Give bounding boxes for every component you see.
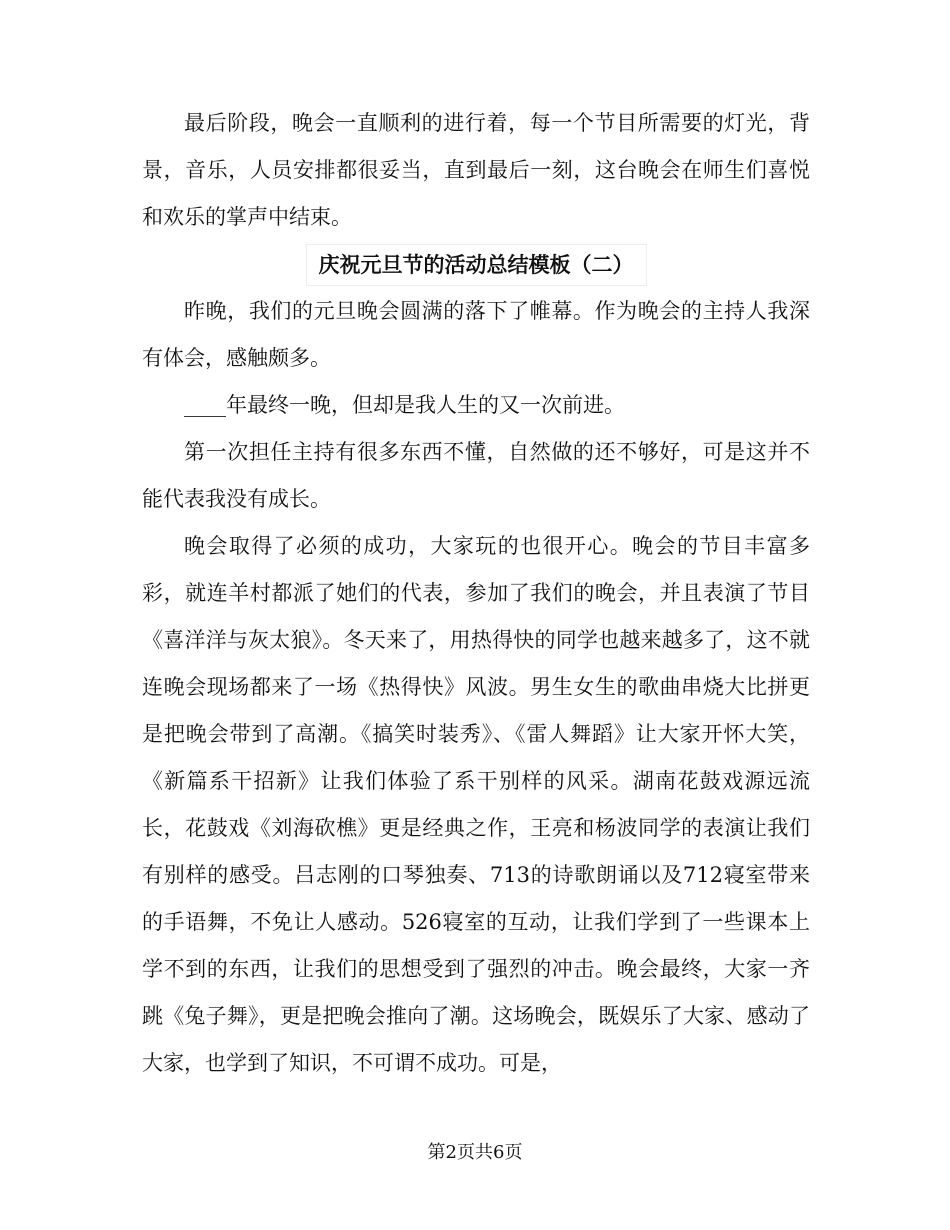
paragraph: 昨晚，我们的元旦晚会圆满的落下了帷幕。作为晚会的主持人我深有体会，感触颇多。 <box>142 299 810 370</box>
paragraph-closing: 最后阶段，晚会一直顺利的进行着，每一个节目所需要的灯光，背景，音乐，人员安排都很妥当，直到最后一刻，这台晚会在师生们喜悦和欢乐的掌声中结束。 <box>142 111 810 229</box>
section-title-text: 庆祝元旦节的活动总结模板（二） <box>306 244 647 286</box>
section-title <box>142 241 810 288</box>
paragraph: 晚会取得了必须的成功，大家玩的也很开心。晚会的节目丰富多彩，就连羊村都派了她们的代表，参加了我们的晚会，并且表演了节目《喜洋洋与灰太狼》。冬天来了，用热得快的同学也越来越多了，这不就连晚会现场都来了一场《热得快》风波。男生女生的歌曲串烧大比拼更是把晚会带到了高潮。《搞笑时装秀》、《雷人舞蹈》让大家开怀大笑，《新篇系干招新》让我们体验了系干别样的风采。湖南花鼓戏源远流长，花鼓戏《刘海砍樵》更是经典之作，王亮和杨波同学的表演让我们有别样的感受。吕志刚的口琴独奏、713的诗歌朗诵以及712寝室带来的手语舞，不免让人感动。526寝室的互动，让我们学到了一些课本上学不到的东西，让我们的思想受到了强烈的冲击。晚会最终，大家一齐跳《兔子舞》，更是把晚会推向了潮。这场晚会，既娱乐了大家、感动了大家，也学到了知识，不可谓不成功。可是， <box>142 534 810 1075</box>
paragraph: 第一次担任主持有很多东西不懂，自然做的还不够好，可是这并不能代表我没有成长。 <box>142 440 810 511</box>
paragraph: ____年最终一晚，但却是我人生的又一次前进。 <box>184 393 625 417</box>
document-body <box>142 100 810 1087</box>
page-number: 第2页共6页 <box>427 1142 523 1163</box>
